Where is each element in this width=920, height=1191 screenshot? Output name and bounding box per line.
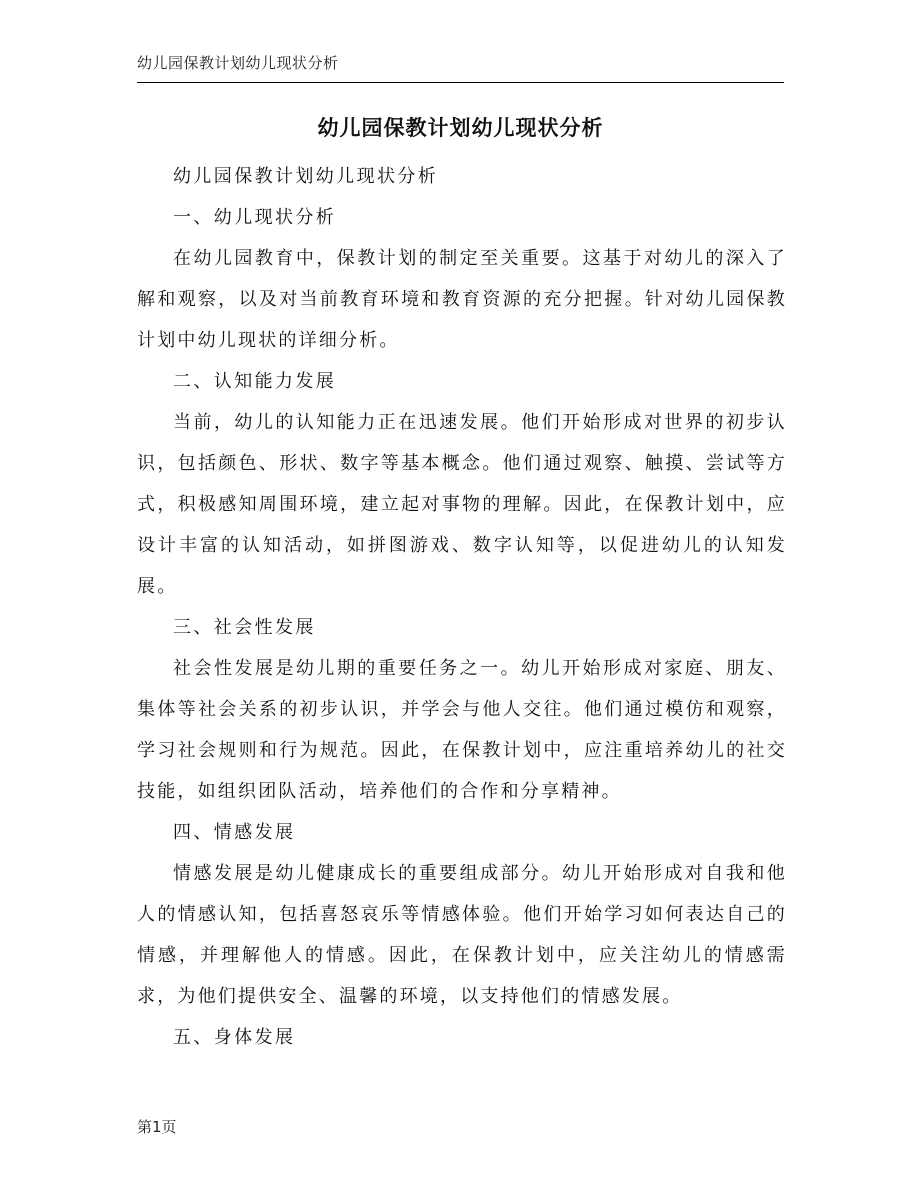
body-paragraph-3: 社会性发展是幼儿期的重要任务之一。幼儿开始形成对家庭、朋友、集体等社会关系的初步认识，并学会与他人交往。他们通过模仿和观察，学习社会规则和行为规范。因此，在保教计划中，应注重培养幼儿的社交技能，如组织团队活动，培养他们的合作和分享精神。 xyxy=(137,658,787,802)
page-number: 第1页 xyxy=(137,1118,177,1136)
document-title: 幼儿园保教计划幼儿现状分析 xyxy=(317,116,604,140)
document-body xyxy=(137,156,787,1058)
section-heading-3: 三、社会性发展 xyxy=(173,617,316,638)
body-paragraph-4: 情感发展是幼儿健康成长的重要组成部分。幼儿开始形成对自我和他人的情感认知，包括喜怒哀乐等情感体验。他们开始学习如何表达自己的情感，并理解他人的情感。因此，在保教计划中，应关注幼儿的情感需求，为他们提供安全、温馨的环境，以支持他们的情感发展。 xyxy=(137,863,787,1007)
section-heading-2: 二、认知能力发展 xyxy=(173,371,337,392)
section-heading-1: 一、幼儿现状分析 xyxy=(173,207,337,228)
header-divider xyxy=(137,82,784,83)
running-header: 幼儿园保教计划幼儿现状分析 xyxy=(137,54,339,72)
section-heading-5: 五、身体发展 xyxy=(173,1027,296,1048)
subtitle-paragraph: 幼儿园保教计划幼儿现状分析 xyxy=(173,166,439,187)
body-paragraph-1: 在幼儿园教育中，保教计划的制定至关重要。这基于对幼儿的深入了解和观察，以及对当前教育环境和教育资源的充分把握。针对幼儿园保教计划中幼儿现状的详细分析。 xyxy=(137,248,787,351)
body-paragraph-2: 当前，幼儿的认知能力正在迅速发展。他们开始形成对世界的初步认识，包括颜色、形状、数字等基本概念。他们通过观察、触摸、尝试等方式，积极感知周围环境，建立起对事物的理解。因此，在保教计划中，应设计丰富的认知活动，如拼图游戏、数字认知等，以促进幼儿的认知发展。 xyxy=(137,412,787,597)
section-heading-4: 四、情感发展 xyxy=(173,822,296,843)
